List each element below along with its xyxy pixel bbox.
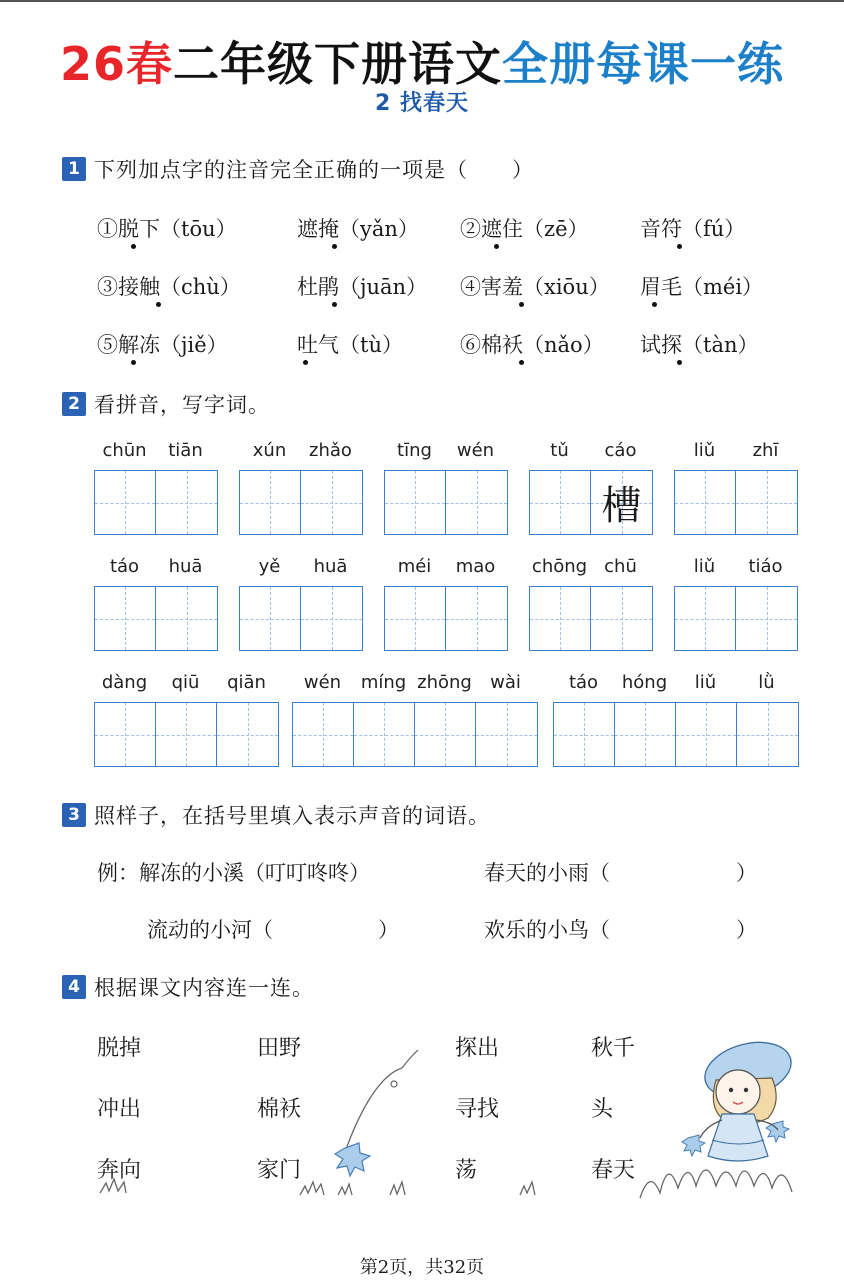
- pinyin: tiān: [168, 440, 203, 461]
- writing-cell[interactable]: [676, 703, 737, 766]
- cell-char: [446, 587, 507, 650]
- match-word[interactable]: 家门: [257, 1158, 302, 1183]
- cell-char: [301, 471, 362, 534]
- pinyin: zhōng: [417, 672, 472, 693]
- pinyin: chū: [604, 556, 637, 577]
- option-4b: 眉毛（méi）: [640, 275, 764, 299]
- match-word[interactable]: 头: [591, 1097, 614, 1122]
- pinyin: qiān: [227, 672, 266, 693]
- writing-cell[interactable]: [293, 703, 354, 766]
- flower-icon: [335, 1050, 418, 1176]
- writing-cell[interactable]: [156, 587, 217, 650]
- cell-char: [676, 703, 736, 766]
- cell-char: [95, 703, 155, 766]
- writing-cell[interactable]: [530, 587, 591, 650]
- writing-cell[interactable]: [446, 587, 507, 650]
- writing-cell[interactable]: [591, 471, 652, 534]
- writing-cell[interactable]: [737, 703, 798, 766]
- emphasis-dot: [131, 360, 136, 365]
- pinyin: huā: [168, 556, 203, 577]
- pinyin: xún: [252, 440, 287, 461]
- pinyin: mao: [455, 556, 496, 577]
- writing-cell[interactable]: [217, 703, 278, 766]
- emphasis-dot: [519, 302, 524, 307]
- pinyin: zhī: [752, 440, 779, 461]
- cell-char: [530, 587, 590, 650]
- option-4a: ④害羞（xiōu）: [460, 275, 610, 299]
- pinyin: liǔ: [693, 440, 716, 461]
- question-number-badge: 3: [62, 803, 86, 827]
- match-word[interactable]: 荡: [455, 1158, 478, 1183]
- emphasis-dot: [652, 302, 657, 307]
- q3-example: 例：解冻的小溪（叮叮咚咚）: [97, 861, 370, 885]
- cell-char: [240, 587, 300, 650]
- writing-cell[interactable]: [554, 703, 615, 766]
- option-6b: 试探（tàn）: [640, 333, 759, 357]
- cell-char: [156, 587, 217, 650]
- cell-char: [736, 587, 797, 650]
- match-word[interactable]: 探出: [455, 1036, 500, 1061]
- match-word[interactable]: 奔向: [97, 1158, 142, 1183]
- writing-cell[interactable]: [446, 471, 507, 534]
- cell-char: [217, 703, 278, 766]
- writing-cell[interactable]: [156, 471, 217, 534]
- cell-char: [591, 587, 652, 650]
- title-part-red: 26春: [59, 37, 173, 91]
- q3-item-flowing-river[interactable]: 流动的小河（ ）: [147, 918, 399, 942]
- pinyin: liǔ: [693, 556, 716, 577]
- question-4-heading: [62, 973, 314, 1001]
- cell-char: [354, 703, 414, 766]
- grass-icon: [100, 1170, 792, 1198]
- pinyin: yě: [258, 556, 281, 577]
- option-2a: ②遮住（zē）: [460, 217, 589, 241]
- cell-char: [156, 471, 217, 534]
- pinyin: tiáo: [748, 556, 783, 577]
- title-part-black: 二年级下册语文: [173, 37, 502, 91]
- cell-char: [530, 471, 590, 534]
- writing-cell[interactable]: [736, 587, 797, 650]
- match-word[interactable]: 田野: [257, 1036, 302, 1061]
- pinyin: qiū: [171, 672, 200, 693]
- pinyin: dàng: [101, 672, 148, 693]
- emphasis-dot: [677, 360, 682, 365]
- question-3-heading: [62, 801, 490, 829]
- pinyin: zhǎo: [309, 440, 352, 461]
- question-4-text: 根据课文内容连一连。: [94, 976, 314, 1000]
- writing-cell[interactable]: [675, 587, 736, 650]
- girl-illustration-icon: [699, 1033, 797, 1161]
- writing-cell[interactable]: [385, 587, 446, 650]
- pinyin: lǜ: [758, 672, 775, 693]
- option-1a: ①脱下（tōu）: [97, 217, 237, 241]
- cell-char: [95, 471, 155, 534]
- flower-icon: [766, 1121, 789, 1142]
- match-word[interactable]: 棉袄: [257, 1097, 302, 1122]
- emphasis-dot: [494, 244, 499, 249]
- flower-icon: [682, 1135, 705, 1156]
- writing-cell[interactable]: [736, 471, 797, 534]
- option-5a: ⑤解冻（jiě）: [97, 333, 228, 357]
- question-3-text: 照样子，在括号里填入表示声音的词语。: [94, 804, 490, 828]
- writing-cell[interactable]: [301, 471, 362, 534]
- pinyin: táo: [568, 672, 599, 693]
- question-2-text: 看拼音，写字词。: [94, 393, 270, 417]
- pinyin: chōng: [531, 556, 588, 577]
- option-2b: 音符（fú）: [640, 217, 746, 241]
- cell-char: 槽: [601, 483, 642, 529]
- emphasis-dot: [332, 302, 337, 307]
- emphasis-dot: [519, 360, 524, 365]
- pinyin: wén: [303, 672, 342, 693]
- pinyin: chūn: [102, 440, 147, 461]
- match-word[interactable]: 脱掉: [97, 1036, 142, 1061]
- question-number-badge: 2: [62, 392, 86, 416]
- writing-cell[interactable]: [675, 471, 736, 534]
- writing-cell[interactable]: [615, 703, 676, 766]
- cell-char: [240, 471, 300, 534]
- question-number-badge: 1: [62, 157, 86, 181]
- writing-cell[interactable]: [95, 703, 156, 766]
- q3-item-spring-rain[interactable]: 春天的小雨（ ）: [484, 861, 757, 885]
- cell-char: [415, 703, 475, 766]
- option-1b: 遮掩（yǎn）: [297, 217, 419, 241]
- option-3a: ③接触（chù）: [97, 275, 241, 299]
- pinyin: tǔ: [550, 440, 569, 461]
- cell-char: [675, 471, 735, 534]
- page-footer: 第2页，共32页: [359, 1257, 485, 1278]
- writing-cell[interactable]: [301, 587, 362, 650]
- writing-cell[interactable]: [415, 703, 476, 766]
- writing-cell[interactable]: [591, 587, 652, 650]
- top-border: [0, 0, 844, 2]
- writing-cell[interactable]: [476, 703, 537, 766]
- pinyin: wén: [456, 440, 495, 461]
- title-part-blue: 全册每课一练: [502, 37, 784, 91]
- pinyin: wài: [490, 672, 521, 693]
- match-word[interactable]: 春天: [591, 1158, 636, 1183]
- pinyin: liǔ: [694, 672, 717, 693]
- writing-cell[interactable]: [95, 471, 156, 534]
- writing-cell[interactable]: [385, 471, 446, 534]
- pinyin: méi: [397, 556, 432, 577]
- cell-char: [95, 587, 155, 650]
- emphasis-dot: [332, 244, 337, 249]
- match-word[interactable]: 寻找: [455, 1097, 500, 1122]
- q3-item-happy-bird[interactable]: 欢乐的小鸟（ ）: [484, 918, 757, 942]
- pinyin: táo: [109, 556, 140, 577]
- cell-char: [156, 703, 216, 766]
- cell-char: [293, 703, 353, 766]
- writing-cell[interactable]: [354, 703, 415, 766]
- match-word[interactable]: 冲出: [97, 1097, 142, 1122]
- option-6a: ⑥棉袄（nǎo）: [460, 333, 604, 357]
- question-2-heading: [62, 390, 270, 418]
- emphasis-dot: [156, 302, 161, 307]
- option-5b: 吐气（tù）: [297, 333, 403, 357]
- cell-char: [737, 703, 798, 766]
- option-3b: 杜鹃（juān）: [297, 275, 428, 299]
- question-1-text: 下列加点字的注音完全正确的一项是（ ）: [94, 158, 534, 182]
- writing-cell[interactable]: [240, 587, 301, 650]
- match-word[interactable]: 秋千: [591, 1036, 636, 1061]
- cell-char: [615, 703, 675, 766]
- cell-char: [385, 587, 445, 650]
- writing-cell[interactable]: [156, 703, 217, 766]
- pinyin: tīng: [397, 440, 432, 461]
- question-1-heading: [62, 155, 534, 183]
- cell-char: [476, 703, 537, 766]
- question-number-badge: 4: [62, 975, 86, 999]
- cell-char: [736, 471, 797, 534]
- writing-cell[interactable]: [240, 471, 301, 534]
- lesson-subtitle: 2 找春天: [375, 91, 469, 116]
- cell-char: [385, 471, 445, 534]
- pinyin: huā: [313, 556, 348, 577]
- pinyin: hóng: [621, 672, 668, 693]
- cell-char: [675, 587, 735, 650]
- writing-cell[interactable]: [95, 587, 156, 650]
- cell-char: [446, 471, 507, 534]
- emphasis-dot: [677, 244, 682, 249]
- writing-cell[interactable]: [530, 471, 591, 534]
- pinyin: míng: [360, 672, 407, 693]
- page-title: [0, 28, 844, 94]
- pinyin: cáo: [604, 440, 637, 461]
- cell-char: [554, 703, 614, 766]
- cell-char: [301, 587, 362, 650]
- emphasis-dot: [131, 244, 136, 249]
- emphasis-dot: [303, 360, 308, 365]
